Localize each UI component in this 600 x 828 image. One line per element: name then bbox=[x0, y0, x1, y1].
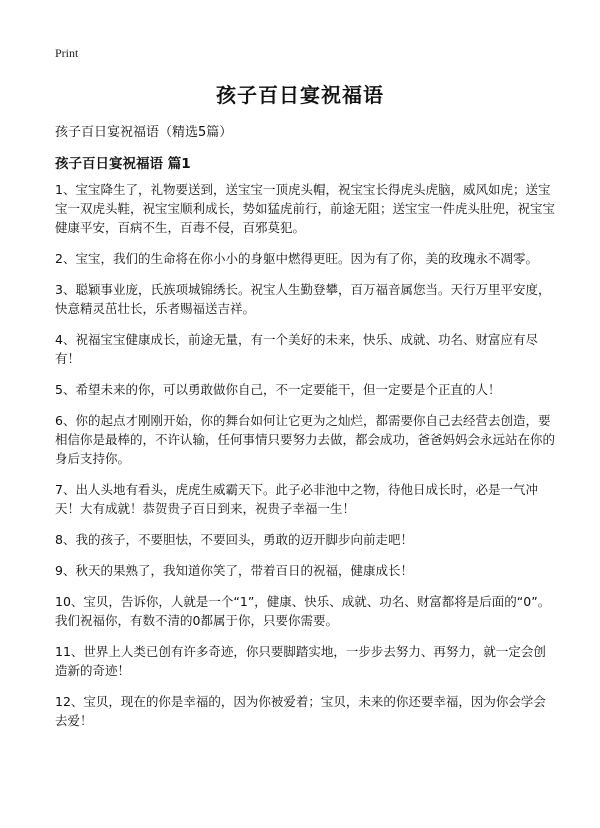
document-subtitle: 孩子百日宴祝福语（精选5篇） bbox=[55, 125, 233, 140]
wishes-list bbox=[55, 180, 555, 742]
wish-paragraph-4: 4、祝福宝宝健康成长，前途无量，有一个美好的未来，快乐、成就、功名、财富应有尽有！ bbox=[55, 332, 538, 366]
wish-paragraph-12: 12、宝贝，现在的你是幸福的，因为你被爱着；宝贝，未来的你还要幸福，因为你会学会去爱！ bbox=[55, 694, 546, 728]
wish-paragraph-5: 5、希望未来的你，可以勇敢做你自己，不一定要能干，但一定要是个正直的人！ bbox=[55, 382, 501, 397]
wish-paragraph-6: 6、你的起点才刚刚开始，你的舞台如何让它更为之灿烂，都需要你自己去经营去创造，要相信你是最棒的，不许认输，任何事情只要努力去做，都会成功，爸爸妈妈会永远站在你的身后支持你。 bbox=[55, 413, 556, 466]
wish-paragraph-1: 1、宝宝降生了，礼物要送到，送宝宝一顶虎头帽，祝宝宝长得虎头虎脑，威风如虎；送宝宝一双虎头鞋，祝宝宝顺利成长，势如猛虎前行，前途无阻；送宝宝一件虎头肚兜，祝宝宝健康平安，百病不生，百毒不侵，百邪莫犯。 bbox=[55, 182, 556, 235]
wish-paragraph-3: 3、聪颖事业庞，氏族项城锦绣长。祝宝人生勤登攀，百万福音属您当。天行万里平安度，快意精灵茁壮长，乐者赐福送吉祥。 bbox=[55, 282, 551, 316]
page-title: 孩子百日宴祝福语 bbox=[216, 83, 384, 107]
wish-paragraph-8: 8、我的孩子，不要胆怯，不要回头，勇敢的迈开脚步向前走吧！ bbox=[55, 532, 413, 547]
wish-paragraph-11: 11、世界上人类已创有许多奇迹，你只要脚踏实地，一步步去努力、再努力，就一定会创造新的奇迹！ bbox=[55, 644, 546, 678]
wish-paragraph-2: 2、宝宝，我们的生命将在你小小的身躯中燃得更旺。因为有了你，美的玫瑰永不凋零。 bbox=[55, 251, 538, 266]
wish-paragraph-7: 7、出人头地有看头，虎虎生威霸天下。此子必非池中之物，待他日成长时，必是一气冲天！大有成就！恭贺贵子百日到来，祝贵子幸福一生！ bbox=[55, 482, 538, 516]
section-heading: 孩子百日宴祝福语 篇1 bbox=[55, 156, 191, 172]
wish-paragraph-10: 10、宝贝，告诉你，人就是一个“1”，健康、快乐、成就、功名、财富都将是后面的“0”。我们祝福你，有数不清的0都属于你，只要你需要。 bbox=[55, 594, 551, 628]
print-link[interactable]: Print bbox=[55, 46, 79, 60]
wish-paragraph-9: 9、秋天的果熟了，我知道你笑了，带着百日的祝福，健康成长！ bbox=[55, 563, 413, 578]
